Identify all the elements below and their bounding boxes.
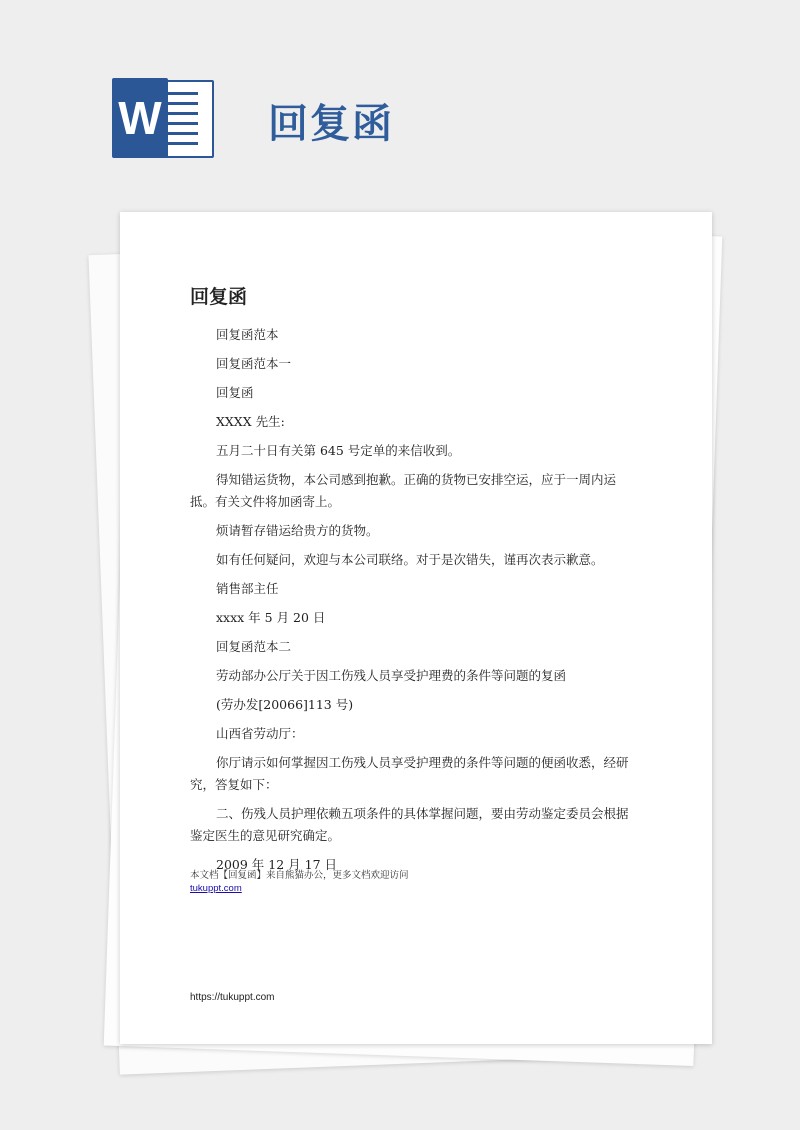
document-paragraph: 如有任何疑问，欢迎与本公司联络。对于是次错失，谨再次表示歉意。 <box>216 552 604 567</box>
document-paragraph: 山西省劳动厅： <box>216 726 304 741</box>
document-paragraph: 2009 年 12 月 17 日 <box>216 857 337 872</box>
document-paragraph: 烦请暂存错运给贵方的货物。 <box>216 523 379 538</box>
document-paragraph: XXXX 先生: <box>216 414 285 429</box>
document-paragraph: 二、伤残人员护理依赖五项条件的具体掌握问题，要由劳动鉴定委员会根据鉴定医生的意见研究确定。 <box>190 806 629 843</box>
document-paragraph: 劳动部办公厅关于因工伤残人员享受护理费的条件等问题的复函 <box>216 668 567 683</box>
document-paragraph: 回复函范本一 <box>216 356 292 371</box>
footer-note-text: 本文档【回复函】来自熊猫办公，更多文档欢迎访问 <box>190 870 409 881</box>
document-paragraph: 回复函 <box>216 385 254 400</box>
document-title: 回复函 <box>190 286 248 308</box>
word-document-icon <box>112 78 212 158</box>
document-body <box>190 324 640 883</box>
document-page <box>120 212 712 1044</box>
banner-title: 回复函 <box>268 101 394 147</box>
document-paragraph: 回复函范本二 <box>216 639 292 654</box>
document-paragraph: (劳办发[20066]113 号) <box>216 697 354 712</box>
banner <box>0 0 800 200</box>
page-url: https://tukuppt.com <box>190 992 275 1003</box>
document-paragraph: 五月二十日有关第 645 号定单的来信收到。 <box>216 443 461 458</box>
document-paragraph: 回复函范本 <box>216 327 279 342</box>
word-icon-letter: W <box>112 78 168 158</box>
footer-link[interactable]: tukuppt.com <box>190 883 242 894</box>
document-paragraph: 得知错运货物，本公司感到抱歉。正确的货物已安排空运，应于一周内运抵。有关文件将加函寄上。 <box>190 472 617 509</box>
document-paragraph: xxxx 年 5 月 20 日 <box>216 610 326 625</box>
footer-note <box>190 869 409 895</box>
document-paragraph: 销售部主任 <box>216 581 279 596</box>
document-paragraph: 你厅请示如何掌握因工伤残人员享受护理费的条件等问题的便函收悉，经研究，答复如下： <box>190 755 629 792</box>
